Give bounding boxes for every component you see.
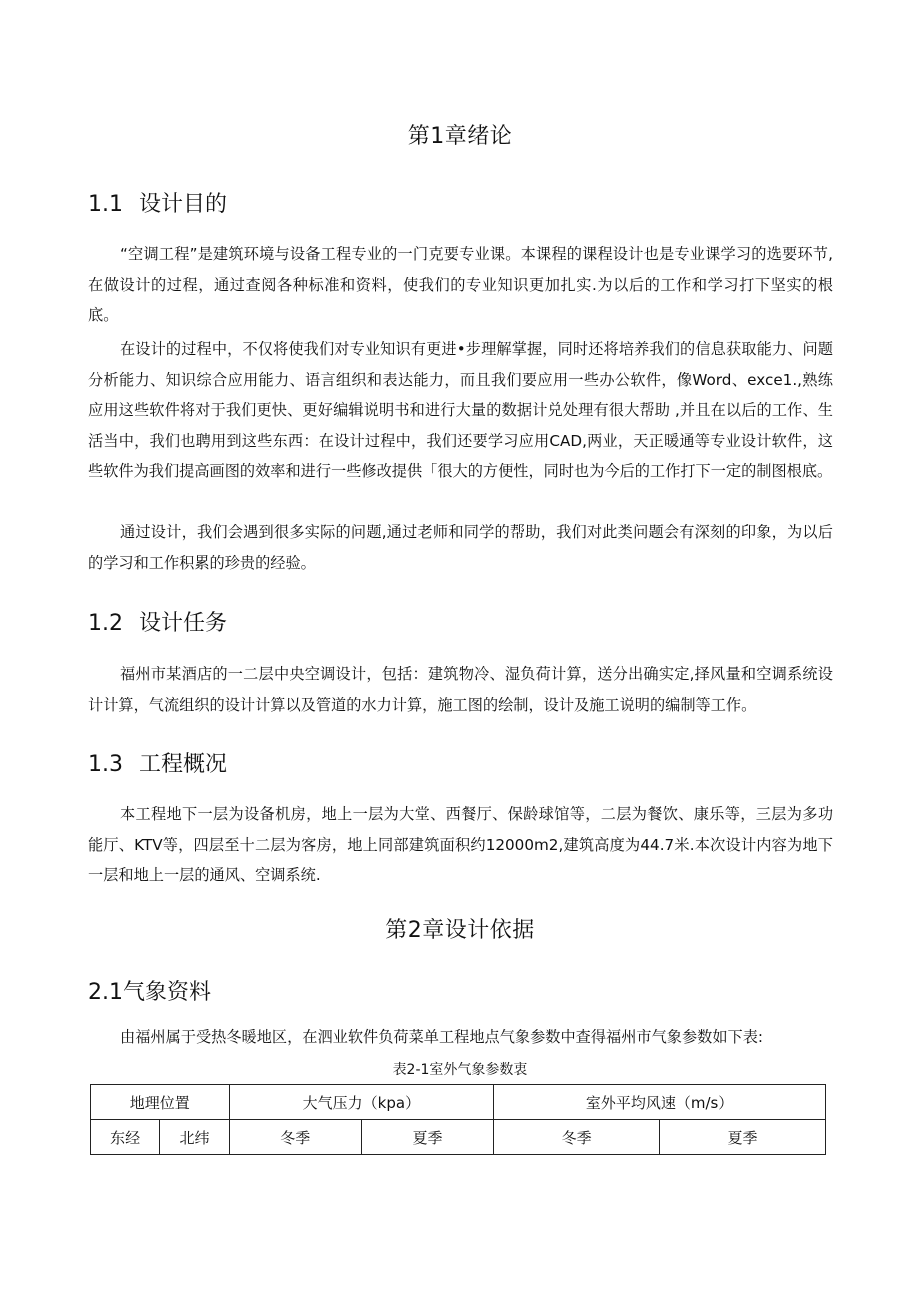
table-cell: 冬季 (229, 1120, 361, 1155)
paragraph: “空调工程”是建筑环境与设备工程专业的一门克要专业课。本课程的课程设计也是专业课学习的选要环节,在做设计的过程，通过查阅各种标准和资料，使我们的专业知识更加扎实.为以后的工作和学习打下坚实的根底。 (88, 245, 833, 324)
table-cell: 夏季 (361, 1120, 493, 1155)
section-number: 1.3 (88, 752, 123, 777)
paragraph: 本工程地下一层为设备机房，地上一层为大堂、西餐厅、保龄球馆等，二层为餐饮、康乐等，三层为多功能厅、KTV等，四层至十二层为客房，地上同部建筑面积约12000m2,建筑高度为44.7米.本次设计内容为地下一层和地上一层的通风、空调系统. (88, 805, 833, 884)
table-cell: 东经 (91, 1120, 160, 1155)
table-cell: 冬季 (494, 1120, 660, 1155)
paragraph: 通过设计，我们会遇到很多实际的问题,通过老师和同学的帮助，我们对此类问题会有深刻的印象，为以后的学习和工作积累的珍贵的经验。 (88, 523, 833, 572)
section-1-3-heading (88, 747, 227, 778)
table-cell: 北纬 (160, 1120, 229, 1155)
table-cell: 夏季 (660, 1120, 826, 1155)
section-2-1-heading: 2.1气象资料 (88, 980, 211, 1005)
section-number: 1.1 (88, 192, 123, 217)
chapter-1-title: 第1章绪论 (407, 124, 513, 149)
paragraph: 在设计的过程中，不仅将使我们对专业知识有更进•步理解掌握，同时还将培养我们的信息获取能力、问题分析能力、知识综合应用能力、语言组织和表达能力，而且我们要应用一些办公软件，像Word、exce1.,熟练应用这些软件将对于我们更快、更好编辑说明书和进行大量的数据计兑处理有很大帮助 ,并且在以后的工作、生活当中，我们也聘用到这些东西：在设计过程中，我们还要学习应用CAD,两业，天正暖通等专业设计软件，这些软件为我们提高画图的效率和进行一些修改提供「很大的方便性，同时也为今后的工作打下一定的制图根底。 (88, 340, 833, 480)
section-1-2-heading (88, 606, 227, 637)
section-title: 设计任务 (139, 611, 228, 636)
table-header-cell: 大气压力（kpa） (229, 1085, 494, 1120)
paragraph: 福州市某酒店的一二层中央空调设计，包括：建筑物冷、湿负荷计算，送分出确实定,择风量和空调系统设计计算，气流组织的设计计算以及管道的水力计算，施工图的绘制，设计及施工说明的编制等工作。 (88, 665, 833, 714)
chapter-2-title: 第2章设计依据 (385, 918, 535, 943)
section-1-1-heading (88, 187, 227, 218)
section-title: 设计目的 (139, 192, 228, 217)
paragraph: 由福州属于受热冬暖地区，在泗业软件负荷菜单工程地点气象参数中查得福州市气象参数如下表: (120, 1028, 763, 1046)
table-header-cell: 地理位置 (91, 1085, 230, 1120)
section-number: 1.2 (88, 611, 123, 636)
table-header-row (91, 1085, 826, 1120)
table-subheader-row (91, 1120, 826, 1155)
section-title: 工程概况 (139, 752, 228, 777)
weather-parameter-table (90, 1084, 826, 1155)
table-header-cell: 室外平均风速（m/s） (494, 1085, 826, 1120)
table-caption: 表2-1室外气象参数衷 (392, 1062, 528, 1078)
